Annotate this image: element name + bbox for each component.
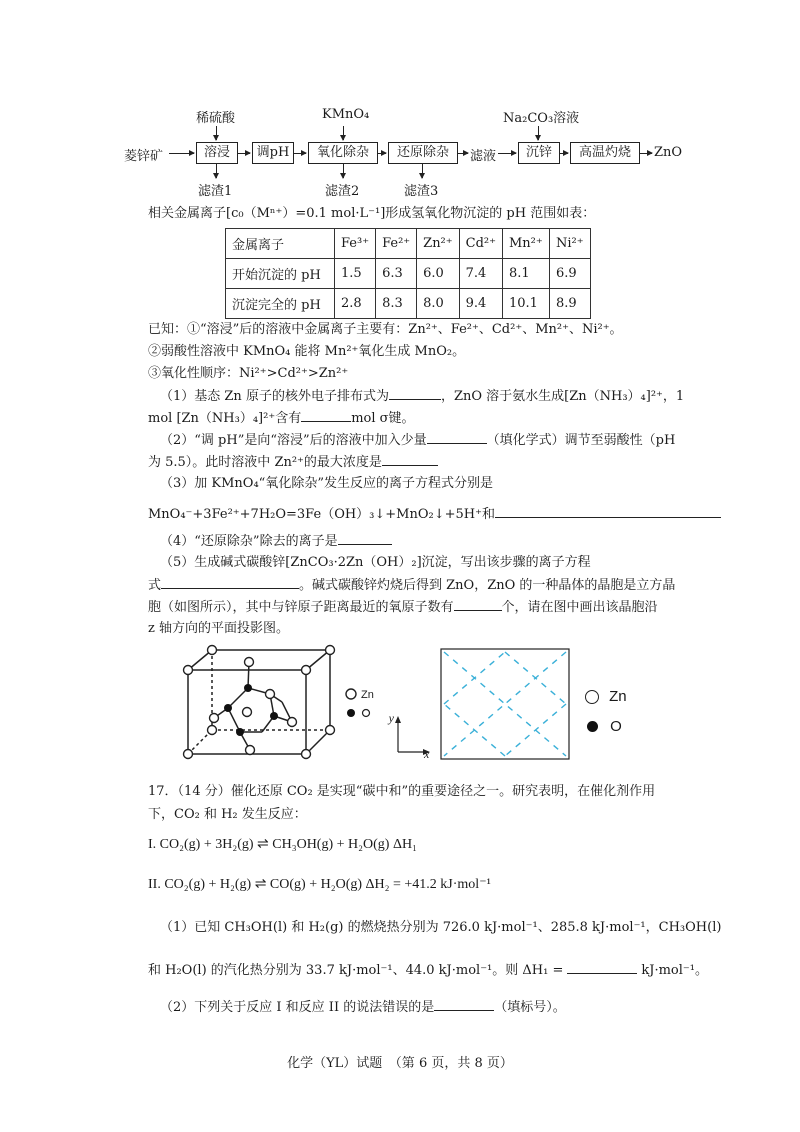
ph-table — [225, 228, 591, 319]
table-cell: 2.8 — [335, 289, 376, 319]
q17-p2-text: （2）下列关于反应 I 和反应 II 的说法错误的是 — [160, 1000, 435, 1015]
reagent-acid: 稀硫酸 — [196, 111, 236, 126]
table-row — [226, 259, 591, 289]
known-1: 已知：①“溶浸”后的溶液中金属离子主要有：Zn²⁺、Fe²⁺、Cd²⁺、Mn²⁺、Ni²⁺。 — [148, 322, 623, 337]
reagent-carbonate: Na₂CO₃溶液 — [503, 111, 580, 126]
o-dot-icon — [587, 721, 598, 732]
table-cell: 6.9 — [549, 259, 590, 289]
step-oxidize: 氧化除杂 — [308, 142, 378, 164]
table-cell: Fe³⁺ — [335, 229, 376, 259]
product-label: ZnO — [654, 145, 683, 160]
table-cell: 6.0 — [417, 259, 459, 289]
known-3: ③氧化性顺序：Ni²⁺>Cd²⁺>Zn²⁺ — [148, 366, 349, 381]
equation-2: II. CO₂(g) + H₂(g) ⇌ CO(g) + H₂O(g) ΔH₂ = +41.2 kJ·mol⁻¹ — [148, 877, 491, 892]
table-cell: 7.4 — [459, 259, 502, 289]
arrow-down — [538, 126, 539, 140]
arrow-right — [378, 153, 386, 154]
question-5-cont3: z 轴方向的平面投影图。 — [148, 621, 289, 636]
step-precipitate: 沉锌 — [518, 142, 560, 164]
arrow-right — [238, 153, 250, 154]
q5-text-e: 个，请在图中画出该晶胞沿 — [501, 600, 658, 615]
arrow-down — [422, 164, 423, 178]
q4-text: （4）“还原除杂”除去的离子是 — [160, 534, 338, 549]
question-1-cont — [148, 409, 415, 428]
table-cell: 1.5 — [335, 259, 376, 289]
table-cell: Ni²⁺ — [549, 229, 590, 259]
arrow-down — [343, 164, 344, 178]
table-intro: 相关金属离子[c₀（Mⁿ⁺）=0.1 mol·L⁻¹]形成氢氧化物沉淀的 pH 范围如表： — [148, 206, 596, 221]
equation-1: I. CO₂(g) + 3H₂(g) ⇌ CH₃OH(g) + H₂O(g) ΔH₁ — [148, 837, 417, 852]
table-cell: 8.3 — [376, 289, 417, 319]
table-cell: 开始沉淀的 pH — [226, 259, 335, 289]
legend-zn — [585, 688, 627, 705]
arrow-right — [294, 153, 306, 154]
step-reduce: 还原除杂 — [388, 142, 458, 164]
legend-o-label: O — [610, 718, 622, 735]
answer-blank[interactable] — [389, 387, 441, 400]
q17-p1-unit: kJ·mol⁻¹。 — [641, 963, 708, 978]
answer-blank[interactable] — [567, 961, 637, 974]
table-cell: Cd²⁺ — [459, 229, 502, 259]
legend-zn-small: Zn — [361, 689, 374, 701]
q1-text-a: （1）基态 Zn 原子的核外电子排布式为 — [160, 389, 389, 404]
arrow-right — [458, 153, 468, 154]
table-cell: Mn²⁺ — [502, 229, 549, 259]
axis-diagram — [386, 710, 436, 760]
answer-blank[interactable] — [495, 505, 721, 518]
filtrate-label: 滤液 — [470, 149, 497, 164]
q1-text-c: mol [Zn（NH₃）₄]²⁺含有 — [148, 411, 302, 426]
arrow-down — [343, 126, 344, 140]
table-cell: 6.3 — [376, 259, 417, 289]
question-2 — [160, 431, 675, 450]
q17-part-1: （1）已知 CH₃OH(l) 和 H₂(g) 的燃烧热分别为 726.0 kJ·mol⁻¹、285.8 kJ·mol⁻¹，CH₃OH(l) — [160, 920, 722, 935]
arrow-right — [560, 153, 568, 154]
unit-cell-figure — [180, 642, 390, 762]
table-cell: 8.1 — [502, 259, 549, 289]
start-material: 菱锌矿 — [124, 149, 164, 164]
question-1 — [160, 387, 684, 406]
q3-equation-text: MnO₄⁻+3Fe²⁺+7H₂O=3Fe（OH）₃↓+MnO₂↓+5H⁺和 — [148, 507, 495, 522]
q17-intro-2: 下，CO₂ 和 H₂ 发生反应： — [148, 807, 307, 822]
table-cell: 金属离子 — [226, 229, 335, 259]
residue-2: 滤渣2 — [325, 184, 360, 199]
table-header-row — [226, 229, 591, 259]
table-row — [226, 289, 591, 319]
q5-text-c: 。碱式碳酸锌灼烧后得到 ZnO，ZnO 的一种晶体的晶胞是立方晶 — [299, 578, 676, 593]
step-adjust-ph: 调pH — [252, 142, 294, 164]
arrow-down — [216, 164, 217, 178]
q5-text-b: 式 — [148, 578, 162, 593]
q17-part-2 — [160, 998, 566, 1017]
projection-figure[interactable] — [440, 648, 570, 760]
question-5-cont — [148, 576, 675, 595]
residue-3: 滤渣3 — [404, 184, 439, 199]
arrow-right — [498, 153, 516, 154]
q2-text-b: （填化学式）调节至弱酸性（pH — [486, 433, 676, 448]
question-4 — [160, 532, 392, 551]
legend-zn-label: Zn — [609, 688, 627, 705]
known-2: ②弱酸性溶液中 KMnO₄ 能将 Mn²⁺氧化生成 MnO₂。 — [148, 344, 466, 359]
step-leach: 溶浸 — [196, 142, 238, 164]
answer-blank[interactable] — [161, 576, 299, 589]
table-cell: 10.1 — [502, 289, 549, 319]
answer-blank[interactable] — [382, 453, 438, 466]
step-calcine: 高温灼烧 — [570, 142, 640, 164]
q17-p1-text: 和 H₂O(l) 的汽化热分别为 33.7 kJ·mol⁻¹、44.0 kJ·mol⁻¹。则 ΔH₁ = — [148, 963, 564, 978]
arrow-right — [640, 153, 652, 154]
table-cell: 8.9 — [549, 289, 590, 319]
zn-circle-icon — [585, 690, 599, 704]
table-cell: 8.0 — [417, 289, 459, 319]
arrow-right — [169, 153, 194, 154]
q17-part-1-cont — [148, 961, 708, 980]
arrow-down — [216, 126, 217, 140]
q1-text-d: mol σ键。 — [351, 411, 415, 426]
question-2-cont — [148, 453, 438, 472]
question-3: （3）加 KMnO₄“氧化除杂”发生反应的离子方程式分别是 — [160, 476, 493, 491]
q2-text-a: （2）“调 pH”是向“溶浸”后的溶液中加入少量 — [160, 433, 427, 448]
q5-text-d: 胞（如图所示），其中与锌原子距离最近的氧原子数有 — [148, 600, 454, 615]
question-3-equation — [148, 505, 721, 524]
q17-intro-1: 17．（14 分）催化还原 CO₂ 是实现“碳中和”的重要途径之一。研究表明，在催化剂作用 — [148, 784, 656, 799]
axis-x-label: x — [424, 747, 430, 760]
legend-o — [587, 718, 622, 735]
q1-text-b: ，ZnO 溶于氨水生成[Zn（NH₃）₄]²⁺，1 — [440, 389, 685, 404]
page-footer: 化学（YL）试题 （第 6 页，共 8 页） — [287, 1056, 513, 1071]
axis-y-label: y — [388, 711, 394, 725]
table-cell: 9.4 — [459, 289, 502, 319]
answer-blank[interactable] — [434, 998, 494, 1011]
answer-blank[interactable] — [338, 532, 392, 545]
question-5-cont2 — [148, 598, 658, 617]
answer-blank[interactable] — [454, 598, 502, 611]
answer-blank[interactable] — [301, 409, 351, 422]
q17-p2-hint: （填标号）。 — [494, 1000, 566, 1015]
table-cell: Zn²⁺ — [417, 229, 459, 259]
reagent-oxidant: KMnO₄ — [322, 107, 370, 122]
question-5: （5）生成碱式碳酸锌[ZnCO₃·2Zn（OH）₂]沉淀，写出该步骤的离子方程 — [160, 555, 591, 570]
table-cell: Fe²⁺ — [376, 229, 417, 259]
q2-text-c: 为 5.5）。此时溶液中 Zn²⁺的最大浓度是 — [148, 455, 382, 470]
residue-1: 滤渣1 — [198, 184, 233, 199]
answer-blank[interactable] — [427, 431, 487, 444]
table-cell: 沉淀完全的 pH — [226, 289, 335, 319]
